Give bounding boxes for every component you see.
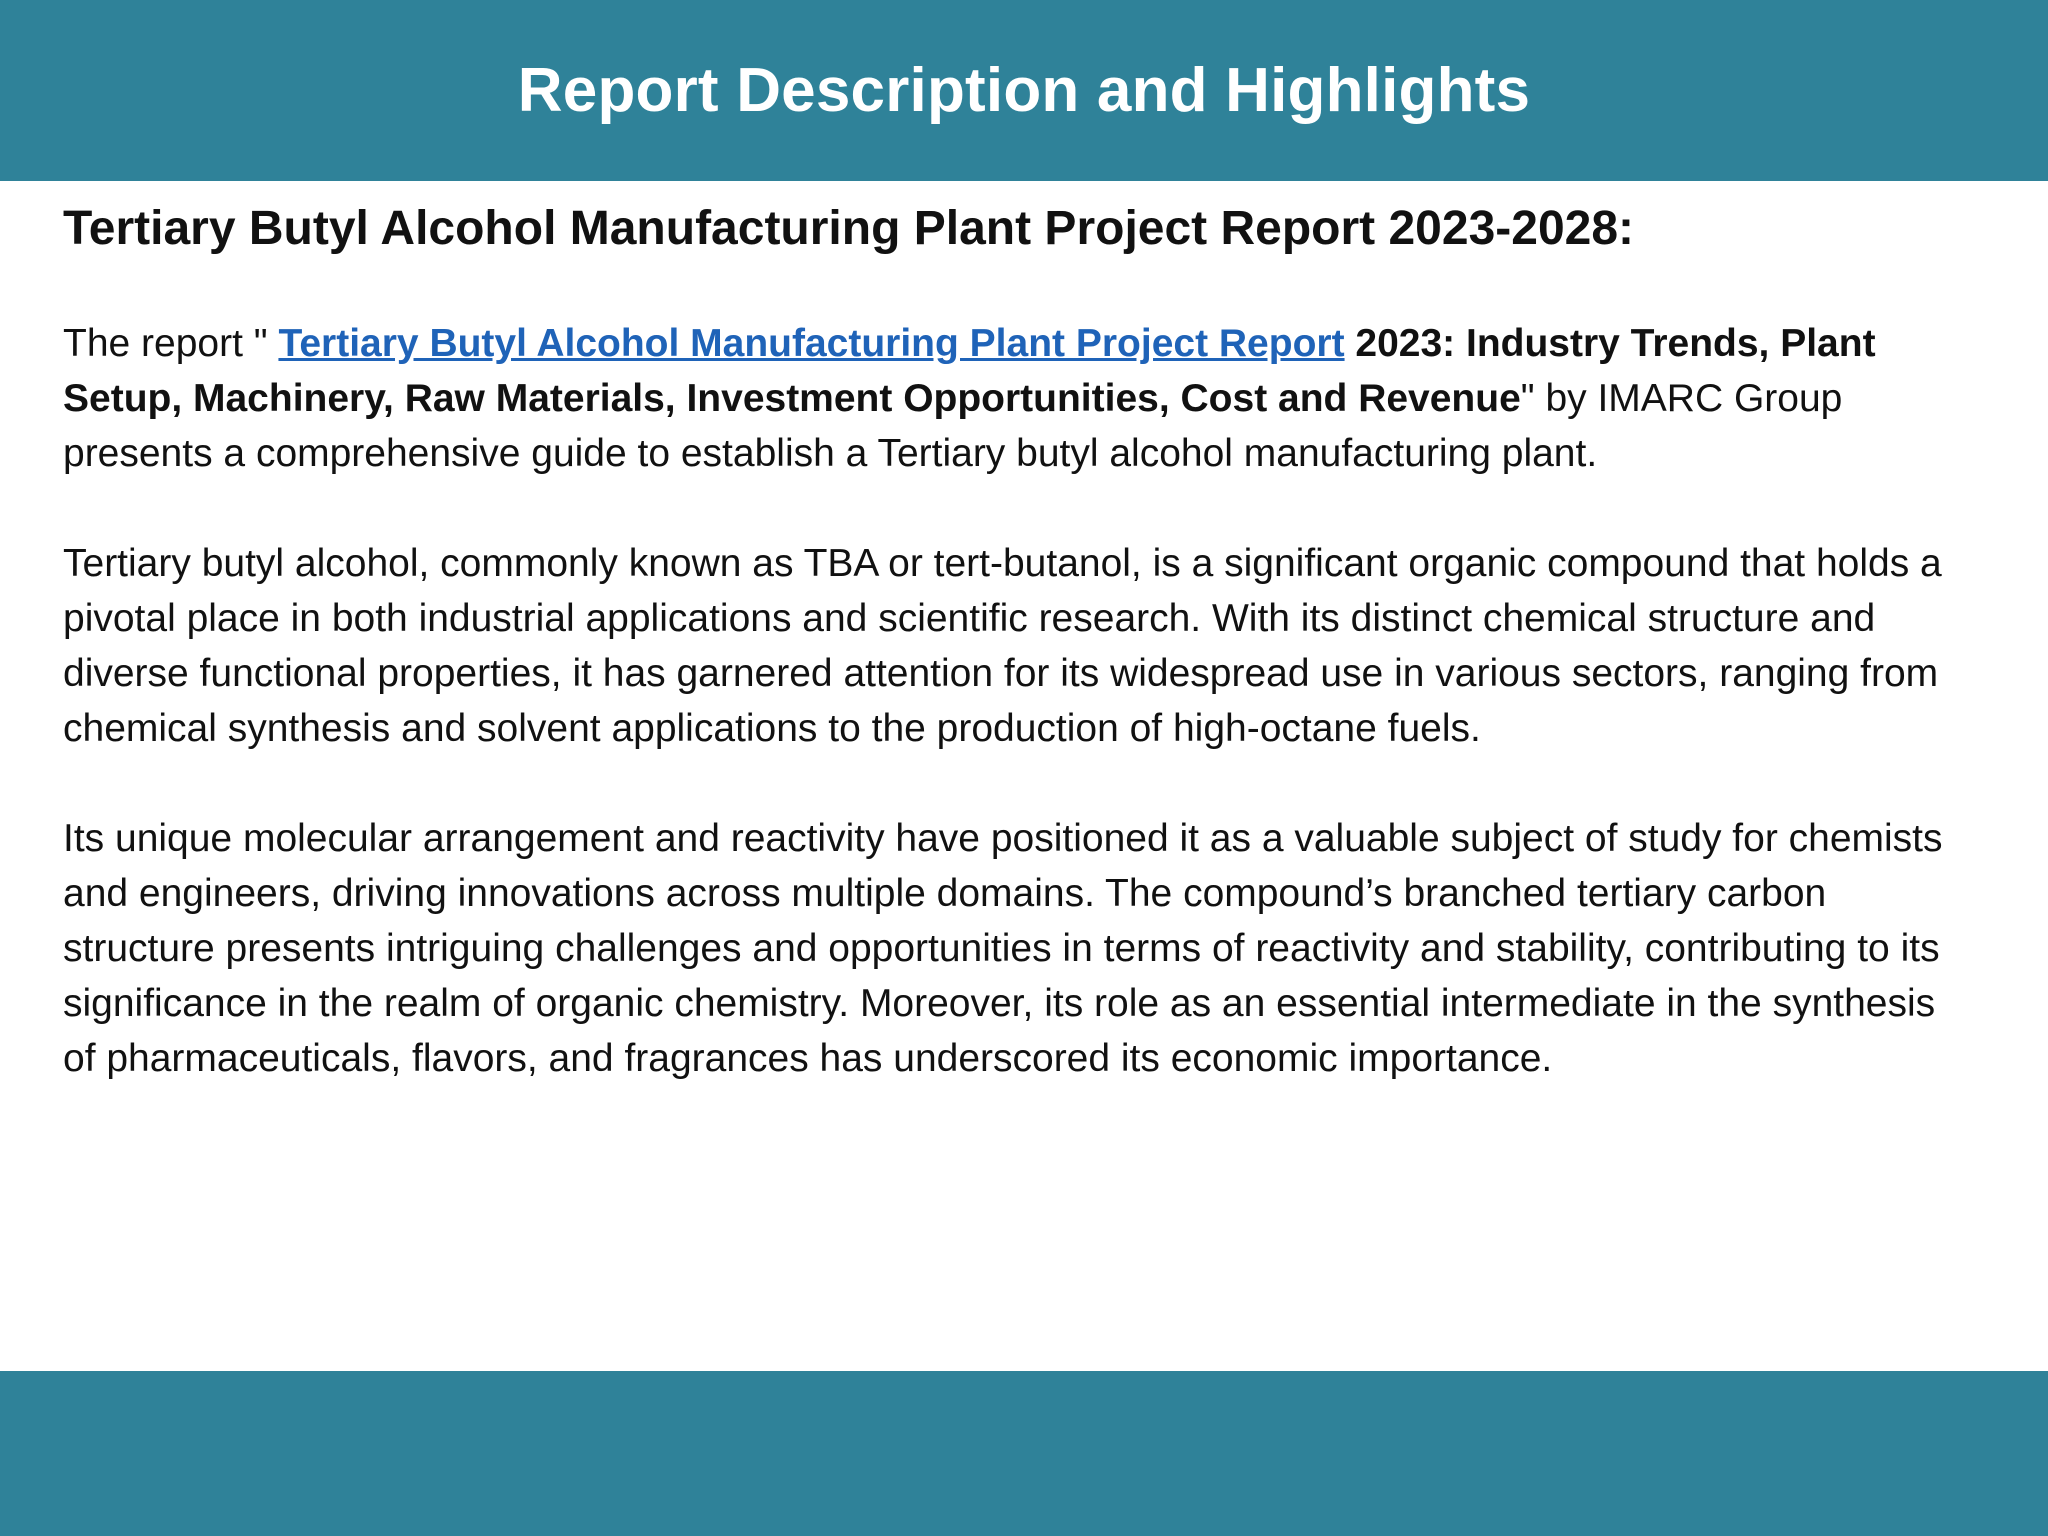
top-banner xyxy=(0,0,2048,181)
banner-title: Report Description and Highlights xyxy=(517,55,1531,125)
report-title-link[interactable]: Tertiary Butyl Alcohol Manufacturing Plant Project Report xyxy=(278,322,1345,365)
intro-bold-title: 2023: Industry Trends, Plant Setup, Machinery, Raw Materials, Investment Opportunities, Cost and Revenue xyxy=(63,322,1876,420)
document-heading: Tertiary Butyl Alcohol Manufacturing Plant Project Report 2023-2028: xyxy=(63,202,1635,255)
intro-prefix: The report " xyxy=(63,322,279,365)
bottom-banner xyxy=(0,1371,2048,1536)
description-paragraph: Tertiary butyl alcohol, commonly known as TBA or tert-butanol, is a significant organic compound that holds a pivotal place in both industrial applications and scientific research. With its distinct chemical structure and diverse functional properties, it has garnered attention for its widespread use in various sectors, ranging from chemical synthesis and solvent applications to the production of high-octane fuels. xyxy=(63,542,1942,750)
intro-paragraph xyxy=(63,316,1963,481)
main-content xyxy=(63,199,1963,1086)
significance-paragraph: Its unique molecular arrangement and reactivity have positioned it as a valuable subject of study for chemists and engineers, driving innovations across multiple domains. The compound’s branched tertiary carbon structure presents intriguing challenges and opportunities in terms of reactivity and stability, contributing to its significance in the realm of organic chemistry. Moreover, its role as an essential intermediate in the synthesis of pharmaceuticals, flavors, and fragrances has underscored its economic importance. xyxy=(63,817,1943,1080)
intro-suffix: " by IMARC Group presents a comprehensive guide to establish a Tertiary butyl alcohol manufacturing plant. xyxy=(63,377,1843,475)
